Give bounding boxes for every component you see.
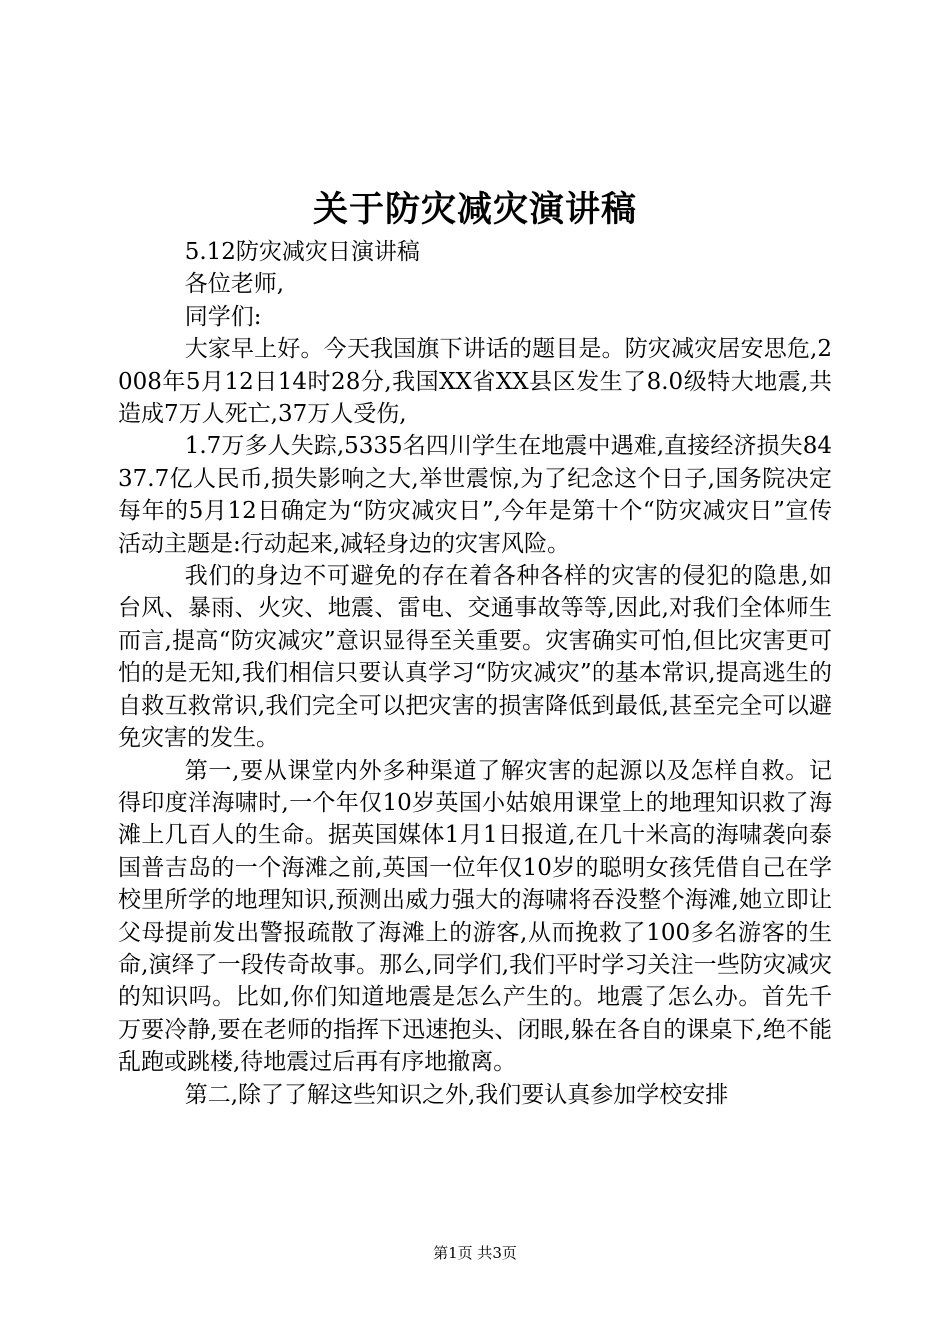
paragraph-salutation-students: 同学们: xyxy=(184,303,262,330)
paragraph-salutation-teachers: 各位老师, xyxy=(184,271,284,298)
paragraph: 第二,除了了解这些知识之外,我们要认真参加学校安排 xyxy=(184,1081,729,1108)
paragraph: 第一,要从课堂内外多种渠道了解灾害的起源以及怎样自救。记得印度洋海啸时,一个年仅10岁英国小姑娘用课堂上的地理知识救了海滩上几百人的生命。据英国媒体1月1日报道,在几十米高的海啸袭向泰国普吉岛的一个海滩之前,英国一位年仅10岁的聪明女孩凭借自己在学校里所学的地理知识,预测出威力强大的海啸将吞没整个海滩,她立即让父母提前发出警报疏散了海滩上的游客,从而挽救了100多名游客的生命,演绎了一段传奇故事。那么,同学们,我们平时学习关注一些防灾减灾的知识吗。比如,你们知道地震是怎么产生的。地震了怎么办。首先千万要冷静,要在老师的指挥下迅速抱头、闭眼,躲在各自的课桌下,绝不能乱跑或跳楼,待地震过后再有序地撤离。 xyxy=(118,757,832,1076)
document-title: 关于防灾减灾演讲稿 xyxy=(312,189,637,230)
paragraph: 大家早上好。今天我国旗下讲话的题目是。防灾减灾居安思危,2008年5月12日14时28分,我国XX省XX县区发生了8.0级特大地震,共造成7万人死亡,37万人受伤, xyxy=(118,336,832,428)
paragraph: 我们的身边不可避免的存在着各种各样的灾害的侵犯的隐患,如台风、暴雨、火灾、地震、雷电、交通事故等等,因此,对我们全体师生而言,提高“防灾减灾”意识显得至关重要。灾害确实可怕,但比灾害更可怕的是无知,我们相信只要认真学习“防灾减灾”的基本常识,提高逃生的自救互救常识,我们完全可以把灾害的损害降低到最低,甚至完全可以避免灾害的发生。 xyxy=(118,563,832,752)
paragraph-subtitle: 5.12防灾减灾日演讲稿 xyxy=(184,239,420,265)
paragraph: 1.7万多人失踪,5335名四川学生在地震中遇难,直接经济损失8437.7亿人民币,损失影响之大,举世震惊,为了纪念这个日子,国务院决定每年的5月12日确定为“防灾减灾日”,今年是第十个“防灾减灾日”宣传活动主题是:行动起来,减轻身边的灾害风险。 xyxy=(118,433,832,557)
page-footer: 第1页 共3页 xyxy=(433,1244,517,1262)
document-body xyxy=(118,236,832,1111)
